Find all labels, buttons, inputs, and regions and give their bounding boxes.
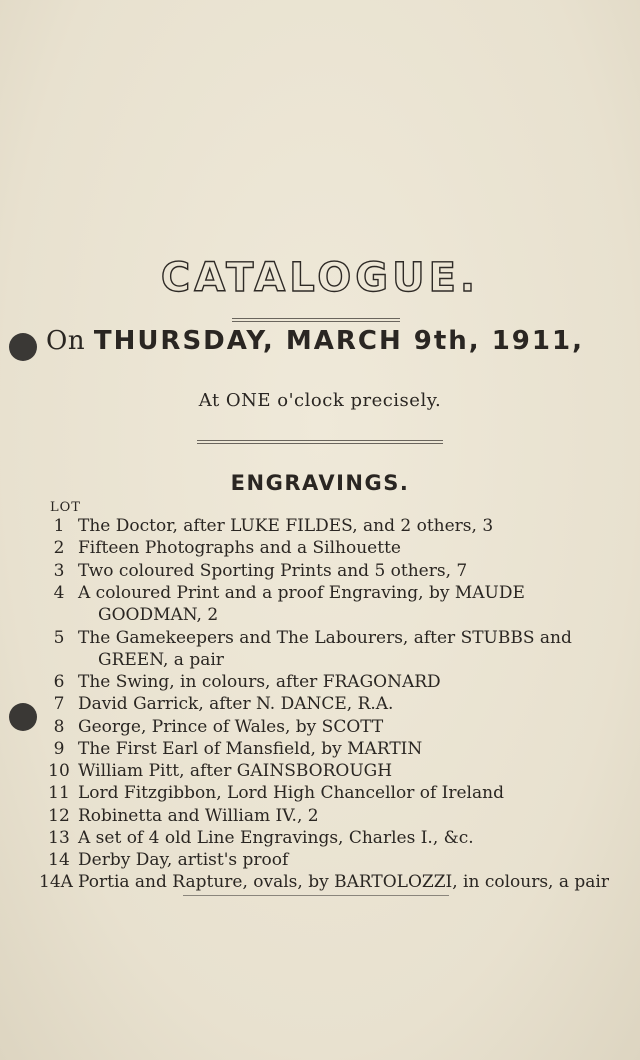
lot-number: 13 <box>48 828 70 848</box>
lot-description: Portia and Rapture, ovals, by BARTOLOZZI, in colours, a pair <box>78 872 609 892</box>
lot-description: A set of 4 old Line Engravings, Charles I., &c. <box>78 828 474 848</box>
lot-number: 6 <box>53 672 65 692</box>
lot-description: Fifteen Photographs and a Silhouette <box>78 538 401 558</box>
sale-date-prefix: On <box>46 326 86 356</box>
lot-number: 9 <box>53 739 65 759</box>
lot-description: William Pitt, after GAINSBOROUGH <box>78 761 393 781</box>
lot-description: A coloured Print and a proof Engraving, by MAUDE <box>78 583 525 603</box>
lot-number: 14A <box>39 872 73 892</box>
lot-description: Derby Day, artist's proof <box>78 850 289 870</box>
lot-description: Lord Fitzgibbon, Lord High Chancellor of Ireland <box>78 783 504 803</box>
sale-time: At ONE o'clock precisely. <box>198 390 442 411</box>
title-rule <box>232 318 400 319</box>
section-heading: ENGRAVINGS. <box>230 471 410 495</box>
binding-hole-top <box>9 333 37 361</box>
lot-number: 11 <box>48 783 70 803</box>
lot-description: The Doctor, after LUKE FILDES, and 2 others, 3 <box>78 516 494 536</box>
lot-number: 4 <box>53 583 65 603</box>
sale-date: THURSDAY, MARCH 9th, 1911, <box>93 326 584 356</box>
lot-number: 7 <box>53 694 65 714</box>
lot-description: The Gamekeepers and The Labourers, after STUBBS and <box>78 628 572 648</box>
catalogue-title: CATALOGUE. <box>160 255 480 301</box>
lot-number: 10 <box>48 761 70 781</box>
lot-number: 14 <box>48 850 70 870</box>
lot-number: 8 <box>53 717 65 737</box>
lot-number: 1 <box>53 516 65 536</box>
title-rule-thin <box>232 321 400 322</box>
lot-number: 12 <box>48 806 70 826</box>
date-rule-thin <box>197 443 443 444</box>
lot-description: The Swing, in colours, after FRAGONARD <box>78 672 441 692</box>
binding-hole-bottom <box>9 703 37 731</box>
lot-description: Robinetta and William IV., 2 <box>78 806 319 826</box>
lot-number: 3 <box>53 561 65 581</box>
sale-date-line <box>46 326 584 356</box>
lot-description: Two coloured Sporting Prints and 5 others, 7 <box>78 561 468 581</box>
lot-number: 2 <box>53 538 65 558</box>
lot-number: 5 <box>53 628 65 648</box>
lot-description: The First Earl of Mansfield, by MARTIN <box>78 739 423 759</box>
lot-column-header: LOT <box>50 500 81 515</box>
lot-description: GOODMAN, 2 <box>98 605 219 625</box>
lot-description: George, Prince of Wales, by SCOTT <box>78 717 384 737</box>
end-rule <box>183 895 449 896</box>
lot-description: David Garrick, after N. DANCE, R.A. <box>78 694 394 714</box>
date-rule <box>197 440 443 441</box>
lot-description: GREEN, a pair <box>98 650 224 670</box>
